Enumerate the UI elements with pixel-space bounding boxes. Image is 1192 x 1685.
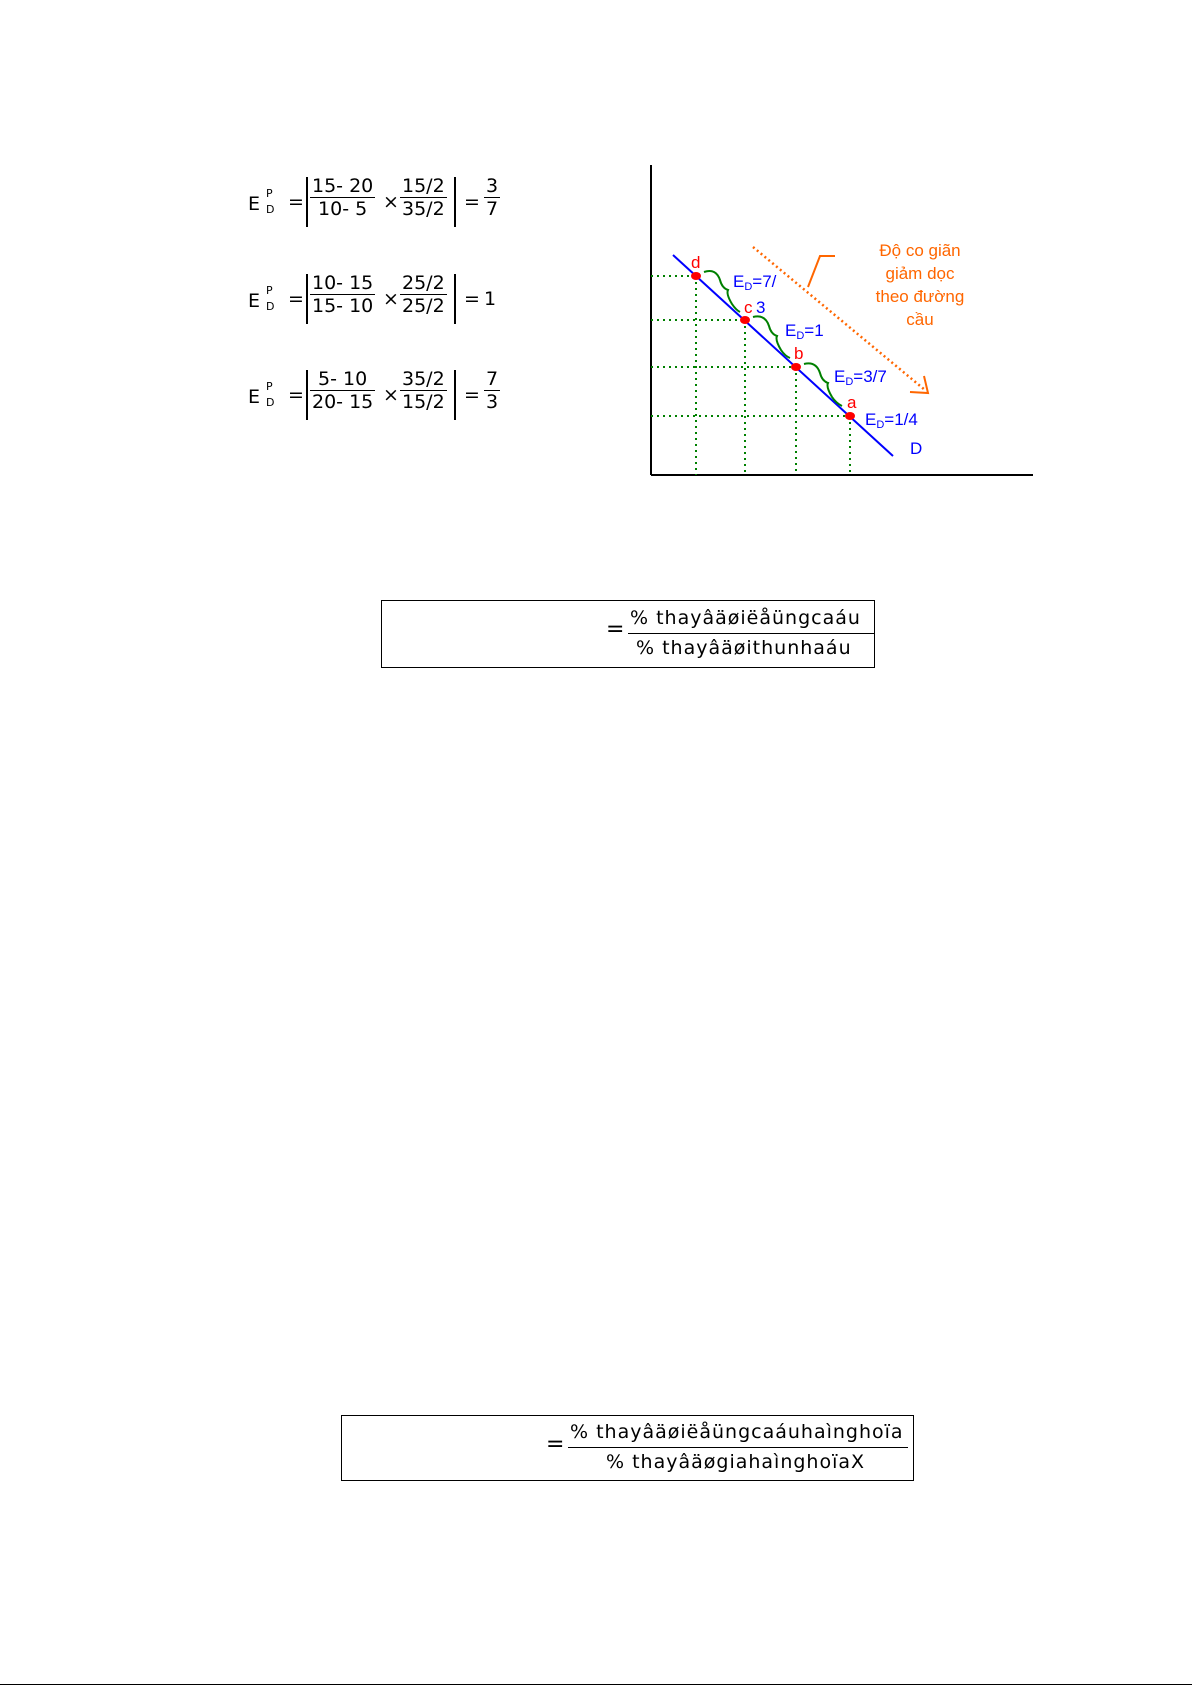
- callout-line-1: Độ co giãn: [879, 241, 961, 260]
- fraction-2: $\frac{25/2}{25/2}$: [402, 272, 445, 317]
- abs-bar-right: [454, 177, 456, 227]
- fraction-line: [568, 1447, 908, 1448]
- label-a: a: [847, 393, 857, 412]
- abs-bar-left: [306, 177, 308, 227]
- label-b: b: [794, 344, 804, 363]
- formula-denominator: % thayâäøithunhaáu: [636, 637, 852, 659]
- callout-line-4: cầu: [906, 310, 934, 329]
- elasticity-label-2: ED=1: [785, 321, 824, 342]
- equals-sign: =: [464, 288, 480, 310]
- fraction-1: $\frac{5- 10}{20- 15}$: [312, 368, 374, 413]
- elasticity-label-1: ED=7/: [733, 272, 777, 293]
- formula-numerator: % thayâäøiëåüngcaáu: [630, 607, 861, 629]
- fraction-1: $\frac{15- 20}{10- 5}$: [312, 175, 374, 220]
- elasticity-label-4: ED=1/4: [865, 410, 918, 431]
- formula-denominator: % thayâäøgiahaìnghoïaX: [606, 1451, 866, 1473]
- times-sign: ×: [383, 288, 399, 310]
- point-b: [791, 363, 801, 371]
- fraction-line: [628, 633, 874, 634]
- point-d: [691, 272, 701, 280]
- demand-curve: [673, 255, 893, 456]
- times-sign: ×: [383, 191, 399, 213]
- equals-sign: =: [546, 1432, 565, 1457]
- equals-sign: =: [464, 384, 480, 406]
- result-fraction: $\frac{3}{7}$: [486, 175, 499, 220]
- label-d: d: [691, 253, 701, 272]
- point-c: [740, 316, 750, 324]
- result-fraction: $\frac{7}{3}$: [486, 368, 499, 413]
- fraction-2: $\frac{15/2}{35/2}$: [402, 175, 445, 220]
- abs-bar-right: [454, 370, 456, 420]
- stray-label: 3: [756, 298, 766, 317]
- elasticity-label-3: ED=3/7: [834, 367, 887, 388]
- equals-sign: =: [288, 191, 304, 213]
- times-sign: ×: [383, 384, 399, 406]
- fraction-2: $\frac{35/2}{15/2}$: [402, 368, 445, 413]
- income-elasticity-formula-box: [381, 600, 875, 668]
- demand-label: D: [910, 439, 923, 458]
- abs-bar-left: [306, 274, 308, 324]
- callout-leader: [808, 256, 835, 287]
- elasticity-equation-2: [248, 272, 548, 328]
- elasticity-equation-3: [248, 368, 548, 424]
- fraction-1: $\frac{10- 15}{15- 10}$: [312, 272, 374, 317]
- equals-sign: =: [288, 384, 304, 406]
- point-a: [845, 412, 855, 420]
- equals-sign: =: [464, 191, 480, 213]
- equals-sign: =: [606, 617, 625, 642]
- result-value: 1: [484, 288, 497, 310]
- eq-lhs: E P D: [248, 284, 275, 313]
- callout-line-2: giảm dọc: [885, 264, 955, 283]
- eq-lhs: E P D: [248, 380, 275, 409]
- abs-bar-right: [454, 274, 456, 324]
- formula-numerator: % thayâäøiëåüngcaáuhaìnghoïa: [570, 1421, 904, 1443]
- eq-lhs: E P D: [248, 187, 275, 216]
- demand-elasticity-diagram: [640, 160, 1040, 490]
- cross-elasticity-formula-box: [341, 1415, 914, 1481]
- elasticity-equation-1: [248, 175, 548, 231]
- abs-bar-left: [306, 370, 308, 420]
- label-c: c: [744, 298, 753, 317]
- callout-text: [876, 241, 965, 329]
- equals-sign: =: [288, 288, 304, 310]
- callout-line-3: theo đường: [875, 287, 965, 306]
